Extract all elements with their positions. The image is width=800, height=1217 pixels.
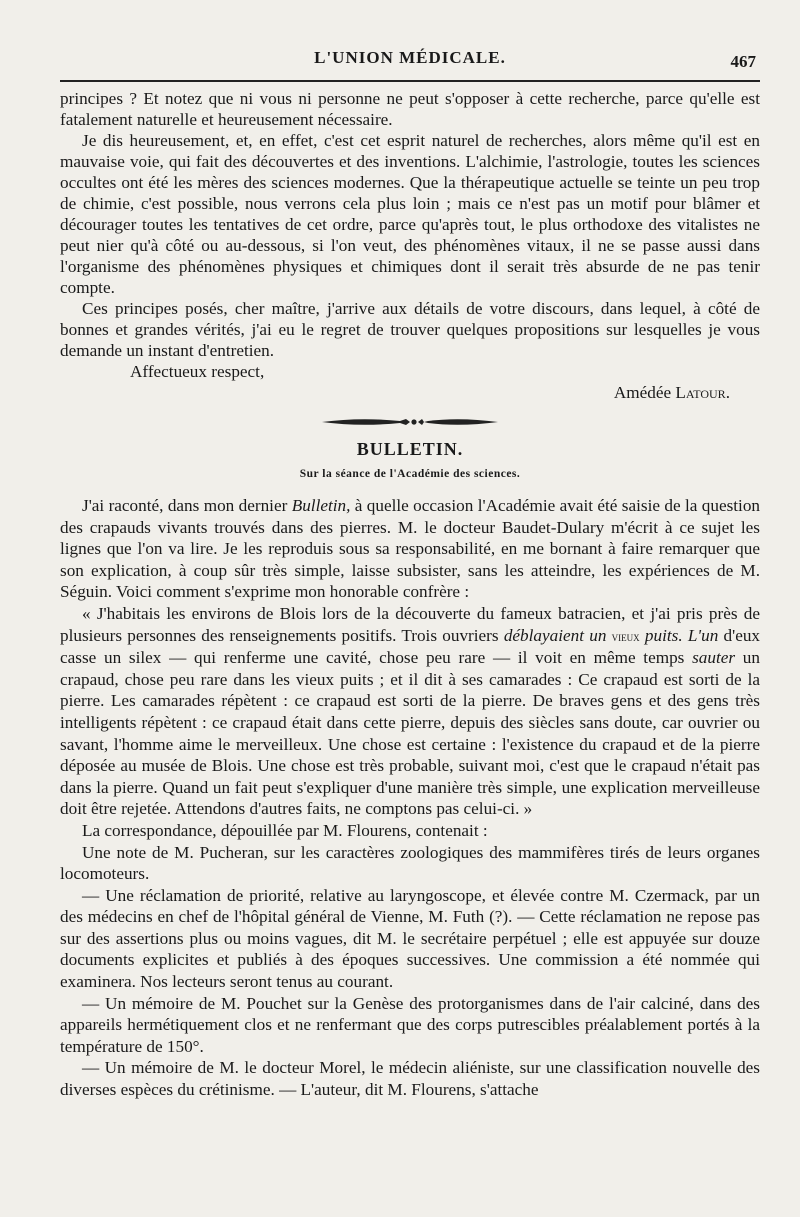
ornament-icon: [320, 414, 500, 430]
bulletin-paragraph: Une note de M. Pucheran, sur les caractères zoologiques des mammifères tirés de leurs organes locomoteurs.: [60, 842, 760, 884]
bulletin-paragraph: — Un mémoire de M. le docteur Morel, le médecin aliéniste, sur une classification nouvelle des diverses espèces du crétinisme. — L'auteur, dit M. Flourens, s'attache: [60, 1058, 760, 1100]
quote-emphasis: déblayaient un: [503, 625, 607, 645]
section-ornament: [60, 409, 760, 435]
signature-first-name: Amédée: [613, 383, 672, 402]
header-rule: [60, 80, 760, 82]
quote-text: un crapaud, chose peu rare dans les vieux puits ; et il dit à ses camarades : Ce crapaud est sorti de la pierre. Les camarades répètent : ce crapaud est sorti de la pierre. De braves gens et des gens très intelligents répètent : ce crapaud était dans cette pierre, depuis des siècles sans doute, car ouvrier ou savant, l'homme aime le merveilleux. Une chose est certaine : l'existence du crapaud et de la pierre déposée au musée de Blois. Une chose est très probable, suivant moi, c'est que le crapaud n'était pas dans la pierre. Quand un fait peut s'expliquer d'une manière très simple, une explication merveilleuse doit être rejetée. Attendons d'autres faits, ne comptons pas celui-ci. »: [60, 648, 760, 819]
letter-paragraph: Je dis heureusement, et, en effet, c'est cet esprit naturel de recherches, alors même qu'il est en mauvaise voie, qui fait des découvertes et des inventions. L'alchimie, l'astrologie, toutes les sciences occultes ont été les mères des sciences modernes. Que la thérapeutique actuelle se teinte un peu trop de chimie, c'est possible, nous verrons cela plus loin ; mais ce n'est pas un motif pour blâmer et décourager toutes les tentatives de cet ordre, parce qu'après tout, le plus orthodoxe des vitalistes ne peut nier qu'à côté ou au-dessous, si l'on veut, des phénomènes vitaux, il ne se passe aussi dans l'organisme des phénomènes physiques et chimiques dont il serait très absurde de ne pas tenir compte.: [60, 131, 760, 297]
signature-last-name: Latour.: [675, 383, 730, 402]
page-header: [60, 44, 760, 74]
bulletin-paragraph: [60, 495, 760, 603]
bulletin-paragraph: — Un mémoire de M. Pouchet sur la Genèse des protorganismes dans de l'air calciné, dans des appareils hermétiquement clos et ne renfermant que des corps putrescibles préalablement portés à la température de 150°.: [60, 993, 760, 1056]
letter-signature: [60, 382, 760, 403]
quote-emphasis: L'un: [687, 625, 719, 645]
quote-emphasis: sauter: [692, 648, 736, 668]
bulletin-text: J'ai raconté, dans mon dernier: [82, 496, 288, 515]
section-title: BULLETIN.: [356, 439, 464, 459]
bulletin-text: à quelle occasion l'Académie avait été saisie de la question des crapauds vivants trouvés dans des pierres. M. le docteur Baudet-Dulary m'écrit à ce sujet les lignes que l'on va lire. Je les reproduis sous sa responsabilité, en me bornant à faire remarquer que son explication, à coup sûr très simple, laisse subsister, sans les atteindre, les expériences de M. Séguin. Voici comment s'exprime mon honorable confrère :: [60, 496, 761, 602]
section-subtitle: Sur la séance de l'Académie des sciences.: [299, 468, 521, 480]
bulletin-paragraph: — Une réclamation de priorité, relative au laryngoscope, et élevée contre M. Czermack, par un des médecins en chef de l'hôpital général de Vienne, M. Futh (?). — Cette réclamation ne repose pas sur des assertions plus ou moins vagues, dit M. le secrétaire perpétuel ; elle est appuyée sur douze documents explicites et publiés à des époques successives. Une commission a été nommée qui examinera. Nos lecteurs seront tenus au courant.: [60, 885, 760, 992]
quote-text: « J'habitais les environs de Blois lors de la découverte du fameux batracien, et j'ai pris près de plusieurs personnes des renseignements positifs. Trois ouvriers: [60, 603, 760, 645]
running-title: L'UNION MÉDICALE.: [314, 48, 506, 67]
bulletin-paragraph: La correspondance, dépouillée par M. Flourens, contenait :: [82, 820, 488, 840]
quote-smallcaps: vieux: [611, 628, 640, 644]
bulletin-body: [60, 495, 760, 1101]
quote-emphasis: puits.: [644, 625, 683, 645]
quoted-letter: [60, 603, 760, 820]
page-body: [60, 88, 760, 1101]
letter-paragraph: principes ? Et notez que ni vous ni personne ne peut s'opposer à cette recherche, parce qu'elle est fatalement naturelle et heureusement nécessaire.: [60, 89, 760, 129]
letter-paragraph: Ces principes posés, cher maître, j'arrive aux détails de votre discours, dans lequel, à côté de bonnes et grandes vérités, j'ai eu le regret de trouver quelques propositions sur lesquelles je vous demande un instant d'entretien.: [60, 299, 760, 360]
bulletin-emphasis: Bulletin,: [291, 496, 351, 515]
letter-closing: Affectueux respect,: [130, 362, 265, 381]
page-number: 467: [730, 52, 756, 71]
quote-text: d'eux casse un silex — qui renferme une cavité, chose peu rare — il voit en même temps: [60, 625, 761, 668]
